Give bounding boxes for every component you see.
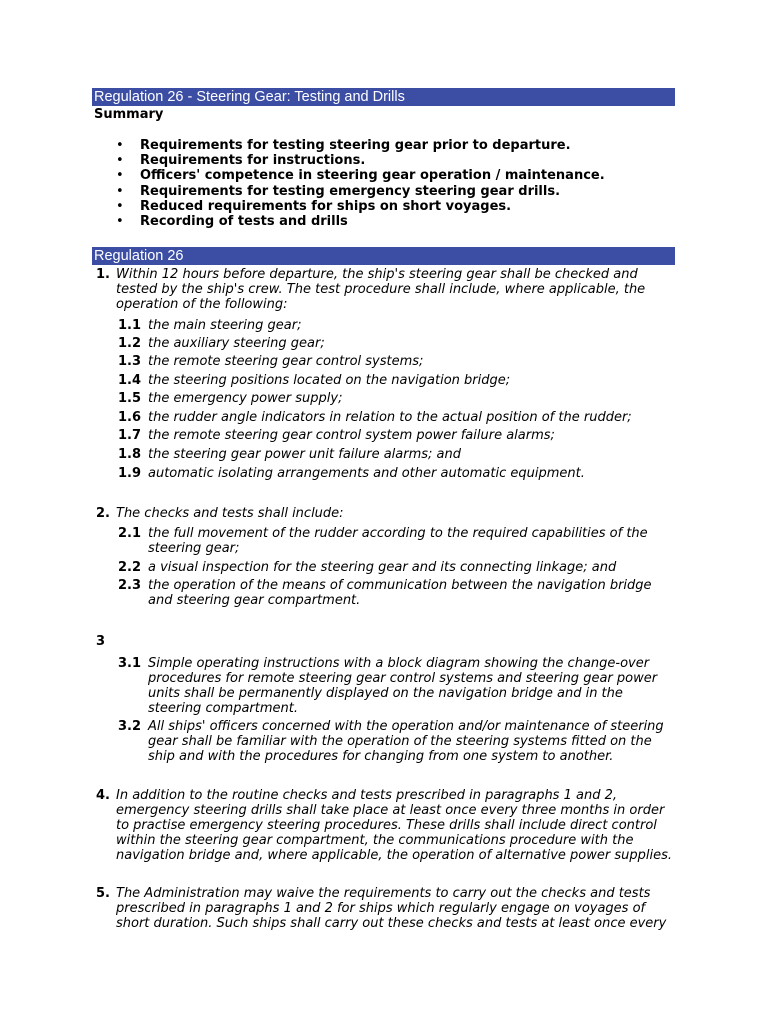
summary-list [94, 138, 674, 229]
subclause-1-7: 1.7 the remote steering gear control system power failure alarms; [118, 428, 555, 443]
paragraph-text: The checks and tests shall include: [116, 506, 344, 521]
list-item: • Requirements for testing emergency steering gear drills. [116, 183, 561, 199]
paragraph-number: 3 [96, 634, 106, 649]
subclause-1-2: 1.2 the auxiliary steering gear; [118, 336, 325, 351]
paragraph-text: Within 12 hours before departure, the ship's steering gear shall be checked and tested by the ship's crew. The test procedure shall include, where applicable, the operation of the following: [116, 267, 646, 312]
list-item: • Recording of tests and drills [116, 213, 348, 229]
subclause-3-2: 3.2 All ships' officers concerned with the operation and/or maintenance of steering gear shall be familiar with the operation of the steering systems fitted on the ship and with the procedures for changing from one system to another. [118, 719, 664, 764]
paragraph-2 [94, 506, 674, 521]
bullet-icon: • [116, 138, 124, 153]
paragraph-number: 4. [96, 788, 110, 803]
paragraph-number: 1. [96, 267, 110, 282]
paragraph-number: 5. [96, 886, 110, 901]
subclause-1-1: 1.1 the main steering gear; [118, 318, 302, 333]
bullet-icon: • [116, 168, 124, 184]
bullet-icon: • [116, 213, 124, 229]
subclause-3-1: 3.1 Simple operating instructions with a block diagram showing the change-over procedures for remote steering gear control systems and steering gear power units shall be permanently displayed on the navigation bridge and in the steering compartment. [118, 656, 658, 716]
list-item: • Requirements for testing steering gear prior to departure. [116, 138, 571, 153]
list-item: • Officers' competence in steering gear operation / maintenance. [116, 168, 605, 184]
paragraph-1 [94, 267, 674, 312]
subclause-2-2: 2.2 a visual inspection for the steering gear and its connecting linkage; and [118, 560, 617, 575]
summary-label: Summary [94, 107, 164, 122]
subclause-1-9: 1.9 automatic isolating arrangements and other automatic equipment. [118, 466, 585, 481]
subclause-1-3: 1.3 the remote steering gear control systems; [118, 354, 424, 369]
paragraph-4 [94, 788, 674, 863]
subclause-2-1: 2.1 the full movement of the rudder according to the required capabilities of the steering gear; [118, 526, 648, 556]
section-header-title: Regulation 26 - Steering Gear: Testing and Drills [92, 88, 675, 106]
subclause-1-4: 1.4 the steering positions located on the navigation bridge; [118, 373, 511, 388]
list-item: • Requirements for instructions. [116, 153, 366, 169]
subclause-1-8: 1.8 the steering gear power unit failure alarms; and [118, 447, 462, 462]
paragraph-number: 2. [96, 506, 110, 521]
bullet-icon: • [116, 198, 124, 214]
bullet-icon: • [116, 153, 124, 169]
paragraph-5 [94, 886, 674, 931]
subclause-2-3: 2.3 the operation of the means of communication between the navigation bridge and steering gear compartment. [118, 578, 652, 608]
list-item: • Reduced requirements for ships on short voyages. [116, 198, 512, 214]
section-header-regulation: Regulation 26 [92, 247, 675, 265]
bullet-icon: • [116, 183, 124, 199]
paragraph-text: The Administration may waive the requirements to carry out the checks and tests prescribed in paragraphs 1 and 2 for ships which regularly engage on voyages of short duration. Such ships shall carry out these checks and tests at least once every [116, 886, 667, 931]
subclause-1-6: 1.6 the rudder angle indicators in relation to the actual position of the rudder; [118, 410, 632, 425]
paragraph-text: In addition to the routine checks and tests prescribed in paragraphs 1 and 2, emergency steering drills shall take place at least once every three months in order to practise emergency steering procedures. These drills shall include direct control within the steering gear compartment, the communications procedure with the navigation bridge and, where applicable, the operation of alternative power supplies. [116, 788, 672, 863]
subclause-1-5: 1.5 the emergency power supply; [118, 391, 343, 406]
